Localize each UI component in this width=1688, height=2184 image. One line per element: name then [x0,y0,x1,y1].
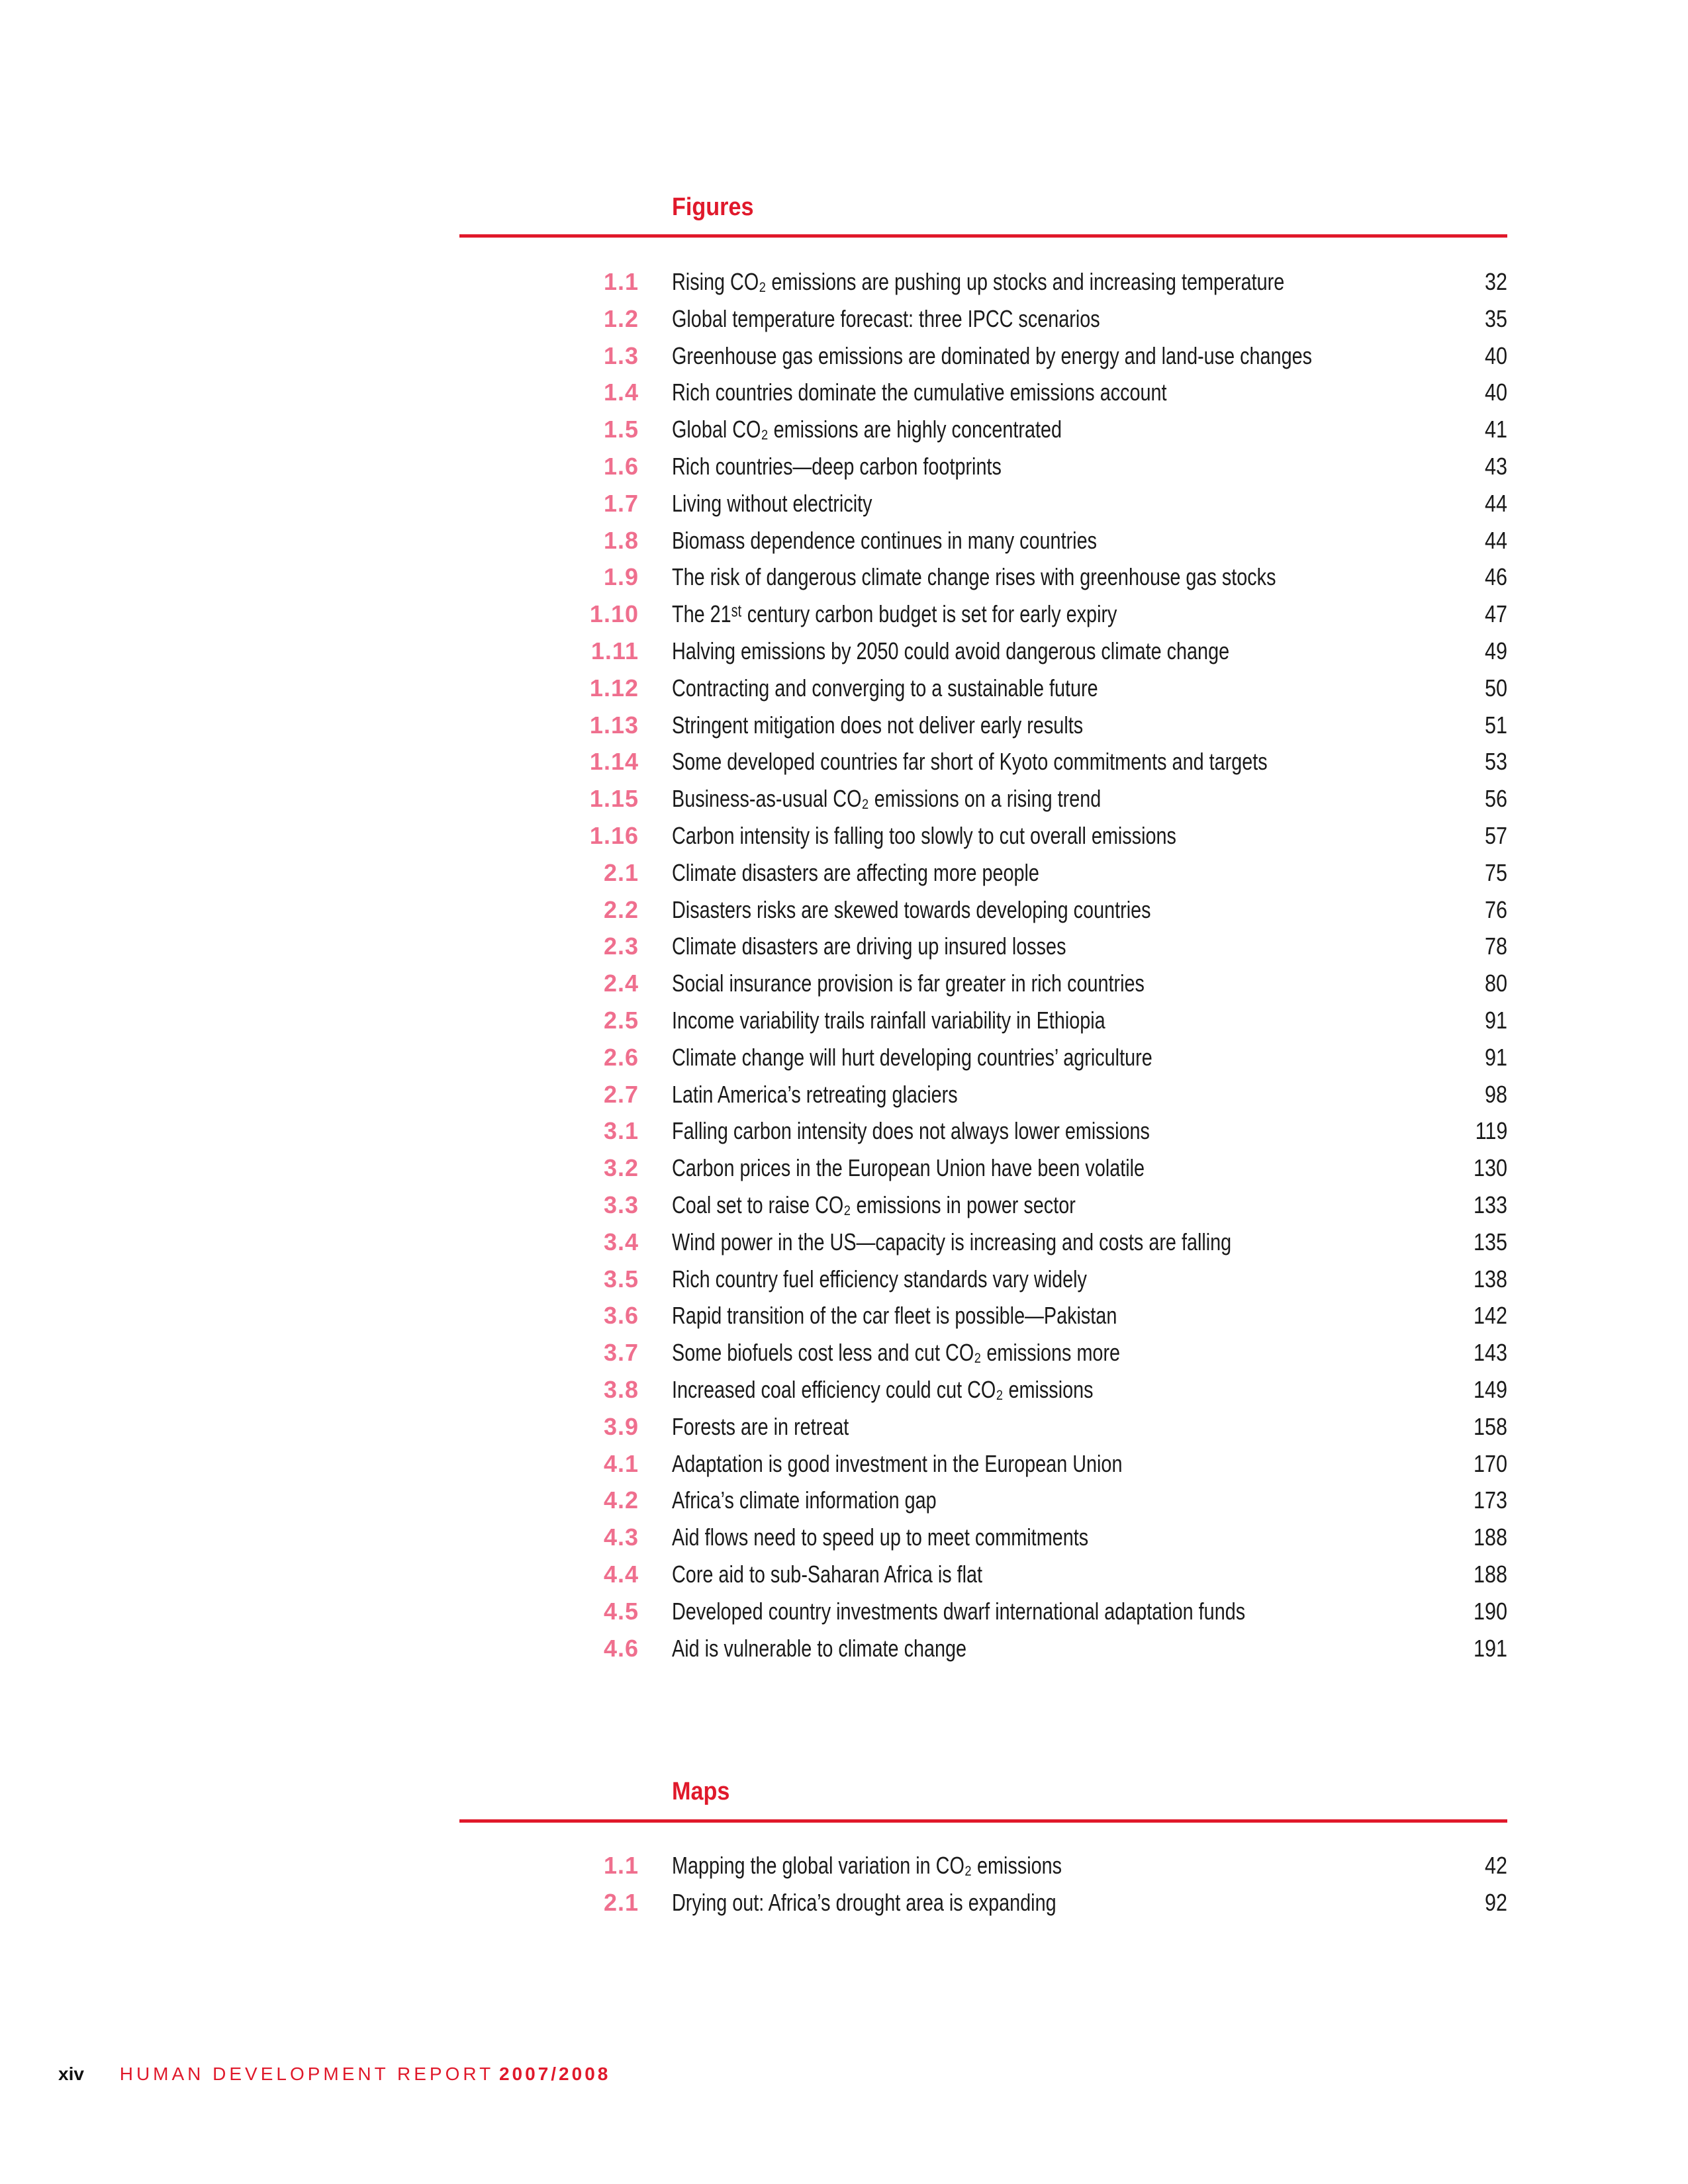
entry-number: 1.6 [603,453,639,480]
entry-page: 173 [1473,1486,1507,1514]
toc-entry[interactable] [0,1376,1688,1413]
entry-title: Forests are in retreat [672,1412,849,1440]
entry-page: 190 [1473,1597,1507,1625]
entry-title: Carbon prices in the European Union have been volatile [672,1154,1145,1182]
entry-page: 44 [1484,526,1507,554]
toc-entry[interactable] [0,1524,1688,1561]
entry-number: 3.6 [603,1302,639,1330]
entry-title: Core aid to sub-Saharan Africa is flat [672,1561,983,1588]
entry-page: 149 [1473,1376,1507,1403]
entry-number: 2.5 [603,1007,639,1034]
toc-entry[interactable] [0,1852,1688,1889]
entry-number: 1.4 [603,379,639,406]
entry-page: 91 [1484,1007,1507,1034]
report-year: 2007/2008 [498,2064,611,2084]
toc-entry[interactable] [0,1339,1688,1376]
entry-title: Contracting and converging to a sustainable future [672,674,1098,702]
entry-page: 57 [1484,822,1507,849]
entry-page: 47 [1484,600,1507,628]
entry-title: Increased coal efficiency could cut CO₂ emissions [672,1376,1094,1403]
toc-entry[interactable] [0,896,1688,933]
toc-entry[interactable] [0,1081,1688,1118]
entry-number: 1.16 [589,822,639,849]
entry-title: Adaptation is good investment in the European Union [672,1449,1123,1477]
entry-title: Rich countries dominate the cumulative emissions account [672,379,1167,406]
toc-entry[interactable] [0,1450,1688,1487]
entry-number: 3.3 [603,1191,639,1218]
toc-entry[interactable] [0,785,1688,822]
toc-entry[interactable] [0,1265,1688,1302]
toc-entry[interactable] [0,490,1688,527]
entry-title: Climate disasters are driving up insured losses [672,933,1066,960]
entry-title: Disasters risks are skewed towards developing countries [672,895,1151,923]
entry-page: 50 [1484,674,1507,702]
entry-title: Wind power in the US—capacity is increasing and costs are falling [672,1228,1232,1255]
entry-page: 170 [1473,1449,1507,1477]
toc-entry[interactable] [0,748,1688,785]
report-name: HUMAN DEVELOPMENT REPORT [119,2064,494,2084]
entry-number: 1.1 [603,1852,639,1879]
toc-entry[interactable] [0,637,1688,674]
toc-entry[interactable] [0,1044,1688,1081]
entry-page: 92 [1484,1888,1507,1916]
entry-title: Halving emissions by 2050 could avoid dangerous climate change [672,637,1230,664]
entry-title: Mapping the global variation in CO₂ emissions [672,1852,1062,1879]
toc-entry[interactable] [0,1191,1688,1228]
entry-title: Social insurance provision is far greater in rich countries [672,970,1145,997]
entry-title: The risk of dangerous climate change rises with greenhouse gas stocks [672,563,1276,591]
toc-entry[interactable] [0,933,1688,970]
entry-page: 49 [1484,637,1507,664]
entry-page: 133 [1473,1191,1507,1218]
toc-entry[interactable] [0,305,1688,342]
entry-number: 1.5 [603,416,639,443]
entry-title: Coal set to raise CO₂ emissions in power sector [672,1191,1076,1218]
toc-entry[interactable] [0,970,1688,1007]
entry-page: 91 [1484,1043,1507,1071]
toc-entry[interactable] [0,859,1688,896]
entry-title: Aid flows need to speed up to meet commitments [672,1524,1089,1551]
toc-entry[interactable] [0,379,1688,416]
entry-number: 4.6 [603,1634,639,1662]
entry-page: 158 [1473,1412,1507,1440]
toc-entry[interactable] [0,822,1688,859]
entry-number: 4.3 [603,1524,639,1551]
entry-title: Global temperature forecast: three IPCC scenarios [672,304,1100,332]
toc-entry[interactable] [0,711,1688,749]
entry-number: 2.3 [603,933,639,960]
entry-number: 2.7 [603,1080,639,1108]
entry-number: 1.7 [603,489,639,517]
entry-page: 191 [1473,1634,1507,1662]
entry-title: Some biofuels cost less and cut CO₂ emissions more [672,1339,1121,1367]
entry-number: 1.10 [589,600,639,628]
entry-page: 80 [1484,970,1507,997]
toc-entry[interactable] [0,1635,1688,1672]
toc-entry[interactable] [0,1486,1688,1524]
entry-page: 142 [1473,1302,1507,1330]
entry-number: 3.4 [603,1228,639,1255]
entry-page: 56 [1484,785,1507,813]
page-number: xiv [58,2064,84,2084]
entry-number: 3.8 [603,1376,639,1403]
entry-page: 53 [1484,748,1507,776]
entry-title: Falling carbon intensity does not always lower emissions [672,1117,1150,1145]
entry-page: 51 [1484,711,1507,739]
maps-rule [459,1819,1507,1823]
entry-number: 3.7 [603,1339,639,1367]
entry-page: 188 [1473,1524,1507,1551]
entry-number: 1.9 [603,563,639,591]
toc-entry[interactable] [0,1228,1688,1265]
entry-number: 2.1 [603,1888,639,1916]
entry-number: 2.2 [603,895,639,923]
entry-number: 1.13 [589,711,639,739]
entry-title: The 21ˢᵗ century carbon budget is set for early expiry [672,600,1117,628]
entry-title: Drying out: Africa’s drought area is expanding [672,1888,1056,1916]
entry-title: Rising CO₂ emissions are pushing up stocks and increasing temperature [672,268,1285,295]
toc-entry[interactable] [0,1302,1688,1339]
entry-title: Greenhouse gas emissions are dominated by energy and land-use changes [672,341,1313,369]
entry-number: 1.15 [589,785,639,813]
entry-number: 4.4 [603,1561,639,1588]
entry-number: 2.6 [603,1043,639,1071]
toc-entry[interactable] [0,527,1688,564]
entry-page: 78 [1484,933,1507,960]
entry-number: 1.2 [603,304,639,332]
toc-entry[interactable] [0,1561,1688,1598]
entry-page: 35 [1484,304,1507,332]
entry-number: 1.11 [590,637,639,664]
entry-number: 1.14 [589,748,639,776]
entry-number: 3.9 [603,1412,639,1440]
entry-number: 4.5 [603,1597,639,1625]
entry-number: 3.1 [603,1117,639,1145]
toc-entry[interactable] [0,268,1688,305]
toc-entry[interactable] [0,563,1688,600]
entry-number: 1.1 [603,268,639,295]
entry-title: Rich countries—deep carbon footprints [672,453,1002,480]
entry-number: 1.8 [603,526,639,554]
entry-title: Biomass dependence continues in many countries [672,526,1097,554]
entry-number: 1.12 [589,674,639,702]
page-footer [58,2064,610,2085]
entry-title: Aid is vulnerable to climate change [672,1634,967,1662]
toc-entry[interactable] [0,1598,1688,1635]
entry-title: Developed country investments dwarf international adaptation funds [672,1597,1246,1625]
entry-page: 44 [1484,489,1507,517]
entry-page: 32 [1484,268,1507,295]
entry-page: 135 [1473,1228,1507,1255]
entry-title: Business-as-usual CO₂ emissions on a rising trend [672,785,1102,813]
entry-number: 4.2 [603,1486,639,1514]
entry-number: 1.3 [603,341,639,369]
entry-page: 46 [1484,563,1507,591]
toc-entry[interactable] [0,416,1688,453]
entry-title: Income variability trails rainfall variability in Ethiopia [672,1007,1105,1034]
entry-title: Global CO₂ emissions are highly concentrated [672,416,1062,443]
entry-page: 119 [1475,1117,1507,1145]
toc-entry[interactable] [0,1007,1688,1044]
entry-title: Rich country fuel efficiency standards vary widely [672,1265,1087,1293]
entry-number: 2.4 [603,970,639,997]
toc-entry[interactable] [0,674,1688,711]
entry-page: 42 [1484,1852,1507,1879]
entry-page: 40 [1484,341,1507,369]
entry-page: 130 [1473,1154,1507,1182]
entry-page: 98 [1484,1080,1507,1108]
toc-entry[interactable] [0,453,1688,490]
entry-title: Some developed countries far short of Kyoto commitments and targets [672,748,1268,776]
entry-number: 3.5 [603,1265,639,1293]
toc-entry[interactable] [0,600,1688,637]
entry-number: 4.1 [603,1449,639,1477]
entry-title: Climate change will hurt developing countries’ agriculture [672,1043,1152,1071]
entry-page: 143 [1473,1339,1507,1367]
entry-number: 3.2 [603,1154,639,1182]
toc-entry[interactable] [0,1413,1688,1450]
figures-heading: Figures [672,193,754,221]
toc-entry[interactable] [0,1154,1688,1191]
entry-page: 43 [1484,453,1507,480]
entry-page: 76 [1484,895,1507,923]
entry-title: Living without electricity [672,489,872,517]
entry-title: Stringent mitigation does not deliver early results [672,711,1084,739]
toc-entry[interactable] [0,342,1688,379]
entry-title: Carbon intensity is falling too slowly to cut overall emissions [672,822,1176,849]
entry-page: 75 [1484,858,1507,886]
toc-entry[interactable] [0,1117,1688,1154]
entry-page: 188 [1473,1561,1507,1588]
maps-heading: Maps [672,1778,730,1805]
figures-rule [459,234,1507,238]
entry-number: 2.1 [603,858,639,886]
entry-title: Rapid transition of the car fleet is possible—Pakistan [672,1302,1117,1330]
entry-title: Latin America’s retreating glaciers [672,1080,958,1108]
entry-page: 138 [1473,1265,1507,1293]
toc-entry[interactable] [0,1889,1688,1926]
entry-page: 41 [1484,416,1507,443]
entry-title: Africa’s climate information gap [672,1486,937,1514]
entry-title: Climate disasters are affecting more people [672,858,1039,886]
entry-page: 40 [1484,379,1507,406]
